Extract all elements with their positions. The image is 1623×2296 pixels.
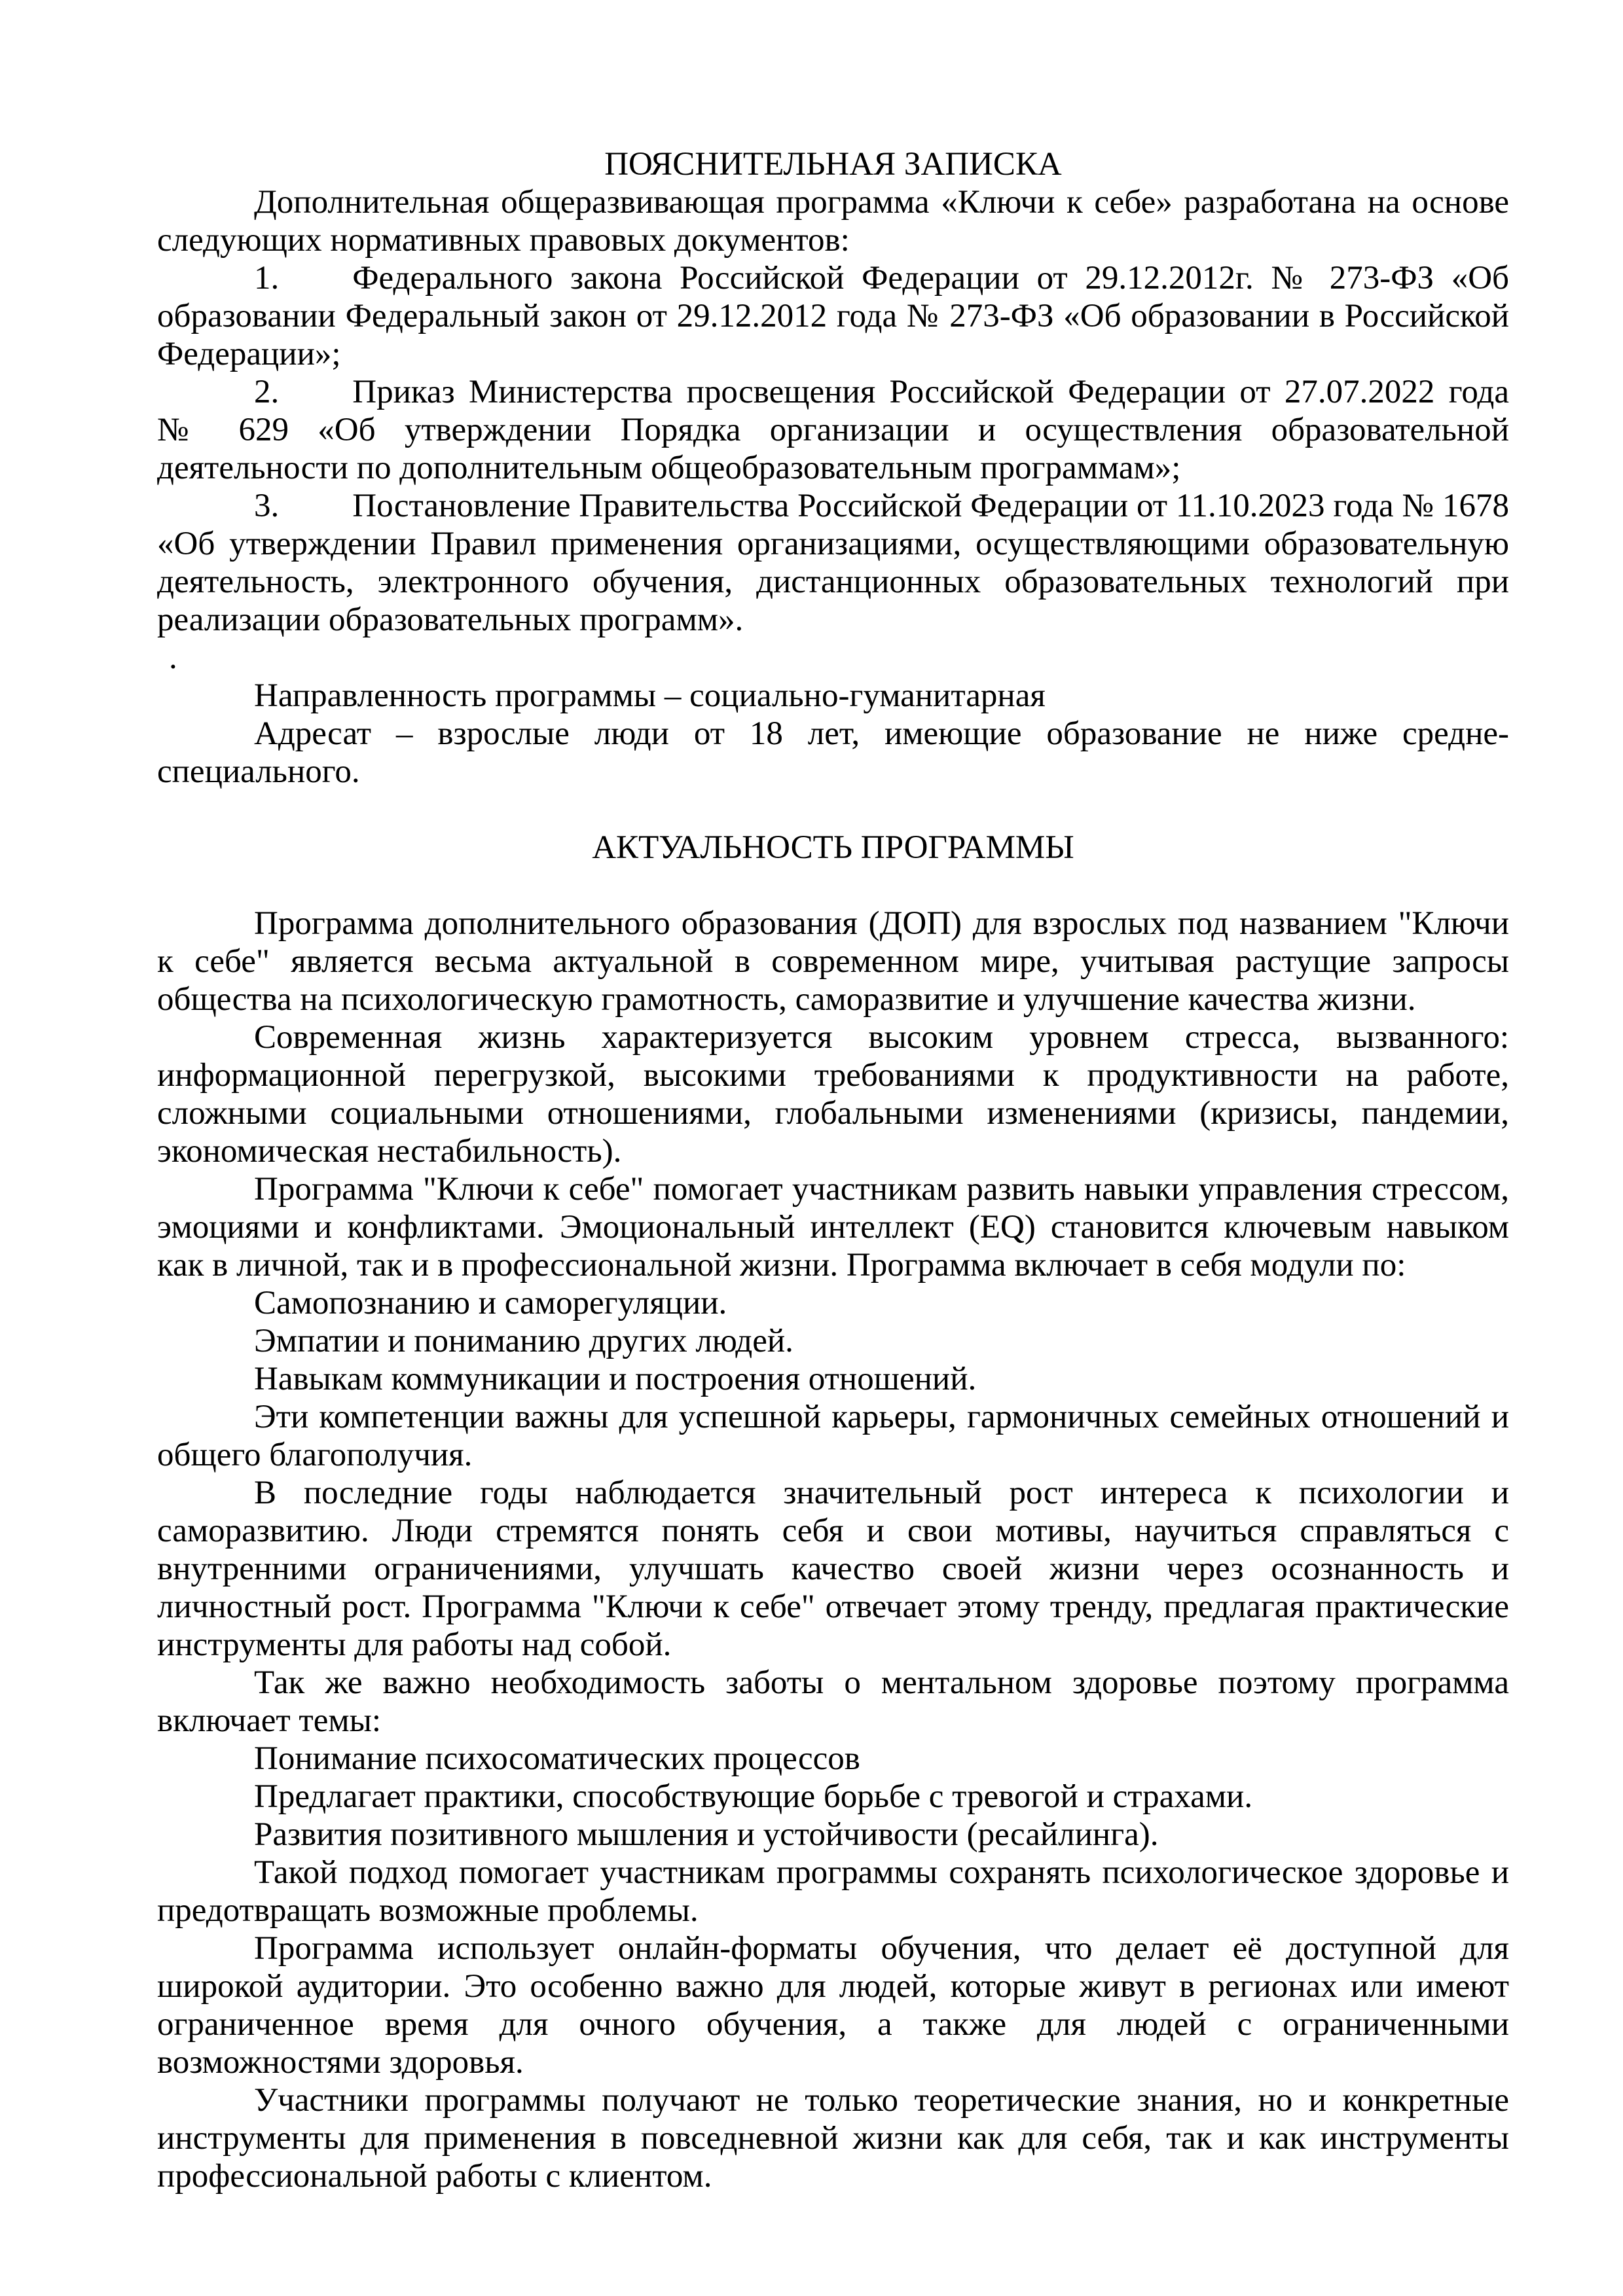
legal-item-1 bbox=[157, 259, 1509, 373]
intro-paragraph: Дополнительная общеразвивающая программа «Ключи к себе» разработана на основе следующих нормативных правовых документов: bbox=[157, 184, 1509, 259]
body-paragraph-1: Программа дополнительного образования (ДОП) для взрослых под названием "Ключи к себе" является весьма актуальной в современном мире, учитывая растущие запросы общества на психологическую грамотность, саморазвитие и улучшение качества жизни. bbox=[157, 905, 1509, 1018]
theme-line-practices: Предлагает практики, способствующие борьбе с тревогой и страхами. bbox=[254, 1778, 1253, 1815]
legal-item-1-number: 1. bbox=[254, 260, 280, 296]
section-title-actuality: АКТУАЛЬНОСТЬ ПРОГРАММЫ bbox=[592, 829, 1074, 866]
module-line-empathy: Эмпатии и пониманию других людей. bbox=[254, 1323, 793, 1359]
body-paragraph-3: Программа "Ключи к себе" помогает участникам развить навыки управления стрессом, эмоциями и конфликтами. Эмоциональный интеллект (EQ) становится ключевым навыком как в личной, так и в профессиональной жизни. Программа включает в себя модули по: bbox=[157, 1171, 1509, 1283]
legal-item-3-text: Постановление Правительства Российской Федерации от 11.10.2023 года № 1678 «Об утверждении Правил применения организациями, осуществляющими образовательную деятельность, электронного обучения, дистанционных образовательных технологий при реализации образовательных программ». bbox=[157, 488, 1509, 638]
legal-item-2-text: Приказ Министерства просвещения Российской Федерации от 27.07.2022 года № 629 «Об утверждении Порядка организации и осуществления образовательной деятельности по дополнительным общеобразовательным программам»; bbox=[157, 374, 1509, 486]
legal-item-3-number: 3. bbox=[254, 488, 280, 524]
legal-item-3 bbox=[157, 487, 1509, 639]
body-paragraph-5: В последние годы наблюдается значительный рост интереса к психологии и саморазвитию. Люди стремятся понять себя и свои мотивы, научиться справляться с внутренними ограничениями, улучшать качество своей жизни через осознанность и личностный рост. Программа "Ключи к себе" отвечает этому тренду, предлагая практические инструменты для работы над собой. bbox=[157, 1475, 1509, 1663]
body-paragraph-8: Программа использует онлайн-форматы обучения, что делает её доступной для широкой аудитории. Это особенно важно для людей, которые живут в регионах или имеют ограниченное время для очного обучения, а также для людей с ограниченными возможностями здоровья. bbox=[157, 1930, 1509, 2081]
legal-item-1-text: Федерального закона Российской Федерации от 29.12.2012г. № 273-ФЗ «Об образовании Федеральный закон от 29.12.2012 года № 273-ФЗ «Об образовании в Российской Федерации»; bbox=[157, 260, 1509, 372]
theme-line-positive-thinking: Развития позитивного мышления и устойчивости (ресайлинга). bbox=[254, 1816, 1159, 1853]
body-paragraph-4: Эти компетенции важны для успешной карьеры, гармоничных семейных отношений и общего благополучия. bbox=[157, 1399, 1509, 1473]
body-paragraph-7: Такой подход помогает участникам программы сохранять психологическое здоровье и предотвращать возможные проблемы. bbox=[157, 1854, 1509, 1929]
legal-item-2 bbox=[157, 373, 1509, 487]
module-line-communication: Навыкам коммуникации и построения отношений. bbox=[254, 1361, 977, 1397]
document-title: ПОЯСНИТЕЛЬНАЯ ЗАПИСКА bbox=[604, 146, 1062, 183]
direction-line: Направленность программы – социально-гуманитарная bbox=[254, 677, 1046, 714]
module-line-self-knowledge: Самопознанию и саморегуляции. bbox=[254, 1285, 727, 1321]
stray-period: . bbox=[169, 639, 177, 676]
body-paragraph-2: Современная жизнь характеризуется высоким уровнем стресса, вызванного: информационной перегрузкой, высокими требованиями к продуктивности на работе, сложными социальными отношениями, глобальными изменениями (кризисы, пандемии, экономическая нестабильность). bbox=[157, 1019, 1509, 1170]
body-paragraph-6: Так же важно необходимость заботы о ментальном здоровье поэтому программа включает темы: bbox=[157, 1664, 1509, 1739]
theme-line-psychosomatics: Понимание психосоматических процессов bbox=[254, 1740, 860, 1777]
legal-item-2-number: 2. bbox=[254, 374, 280, 410]
body-paragraph-9: Участники программы получают не только теоретические знания, но и конкретные инструменты для применения в повседневной жизни как для себя, так и как инструменты профессиональной работы с клиентом. bbox=[157, 2082, 1509, 2195]
addressee-line: Адресат – взрослые люди от 18 лет, имеющие образование не ниже средне-специального. bbox=[157, 715, 1509, 790]
